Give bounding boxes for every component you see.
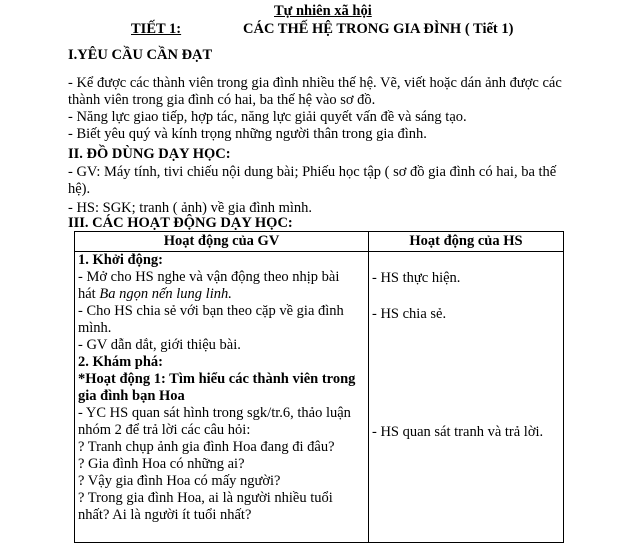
section2-item-1-line-2: hệ). — [68, 181, 91, 197]
subject-title: Tự nhiên xã hội — [274, 3, 372, 19]
section2-item-1-line-1: - GV: Máy tính, tivi chiếu nội dung bài; Phiếu học tập ( sơ đồ gia đình có hai, ba thế — [68, 164, 557, 180]
question-1: ? Tranh chụp ảnh gia đình Hoa đang đi đâu? — [78, 439, 335, 455]
kd1-line-1: - Mở cho HS nghe và vận động theo nhịp bài — [78, 269, 340, 285]
hs-answer-3: - HS quan sát tranh và trả lời. — [372, 424, 544, 440]
question-2: ? Gia đình Hoa có những ai? — [78, 456, 245, 472]
hd1-line-2: gia đình bạn Hoa — [78, 388, 185, 404]
lesson-label: TIẾT 1: — [131, 21, 182, 37]
section2-item-2: - HS: SGK; tranh ( ảnh) về gia đình mình. — [68, 200, 313, 216]
table-row — [75, 252, 564, 543]
section1-item-1-line-1: - Kể được các thành viên trong gia đình nhiều thế hệ. Vẽ, viết hoặc dán ảnh được các — [68, 75, 562, 91]
lesson-title: CÁC THẾ HỆ TRONG GIA ĐÌNH ( Tiết 1) — [243, 21, 514, 37]
section2-list — [68, 164, 568, 217]
kd3: - GV dẫn dắt, giới thiệu bài. — [78, 337, 241, 353]
question-4-line-2: nhất? Ai là người ít tuổi nhất? — [78, 507, 252, 523]
activities-table — [74, 231, 564, 543]
yc-line-1: - YC HS quan sát hình trong sgk/tr.6, thảo luận — [78, 405, 351, 421]
hd1-line-1: *Hoạt động 1: Tìm hiểu các thành viên trong — [78, 371, 356, 387]
question-3: ? Vậy gia đình Hoa có mấy người? — [78, 473, 281, 489]
section3-heading: III. CÁC HOẠT ĐỘNG DẠY HỌC: — [68, 215, 293, 231]
section1-item-2: - Năng lực giao tiếp, hợp tác, năng lực giải quyết vấn đề và sáng tạo. — [68, 109, 467, 125]
section1-item-1-line-2: thành viên trong gia đình có hai, ba thế hệ vào sơ đồ. — [68, 92, 376, 108]
khoi-dong-heading: 1. Khởi động: — [78, 252, 163, 268]
section1-list — [68, 75, 568, 143]
kd2-line-2: mình. — [78, 320, 112, 336]
col-header-gv: Hoạt động của GV — [75, 232, 369, 252]
hs-answer-2: - HS chia sẻ. — [372, 306, 447, 322]
kd1-line-2 — [78, 286, 365, 303]
section2-heading: II. ĐỒ DÙNG DẠY HỌC: — [68, 146, 231, 162]
kham-pha-heading: 2. Khám phá: — [78, 354, 164, 370]
song-title: Ba ngọn nến lung linh. — [99, 286, 232, 302]
hs-answer-1: - HS thực hiện. — [372, 270, 461, 286]
question-4-line-1: ? Trong gia đình Hoa, ai là người nhiều tuổi — [78, 490, 333, 506]
table-header-row — [75, 232, 564, 252]
col-header-hs: Hoạt động của HS — [369, 232, 564, 252]
hs-cell — [369, 252, 564, 543]
yc-line-2: nhóm 2 để trả lời các câu hỏi: — [78, 422, 251, 438]
section1-heading: I.YÊU CẦU CẦN ĐẠT — [68, 47, 213, 63]
section1-item-3: - Biết yêu quý và kính trọng những người thân trong gia đình. — [68, 126, 427, 142]
gv-cell — [75, 252, 369, 543]
kd1-line-2-prefix: hát — [78, 286, 100, 302]
kd2-line-1: - Cho HS chia sẻ với bạn theo cặp về gia đình — [78, 303, 344, 319]
